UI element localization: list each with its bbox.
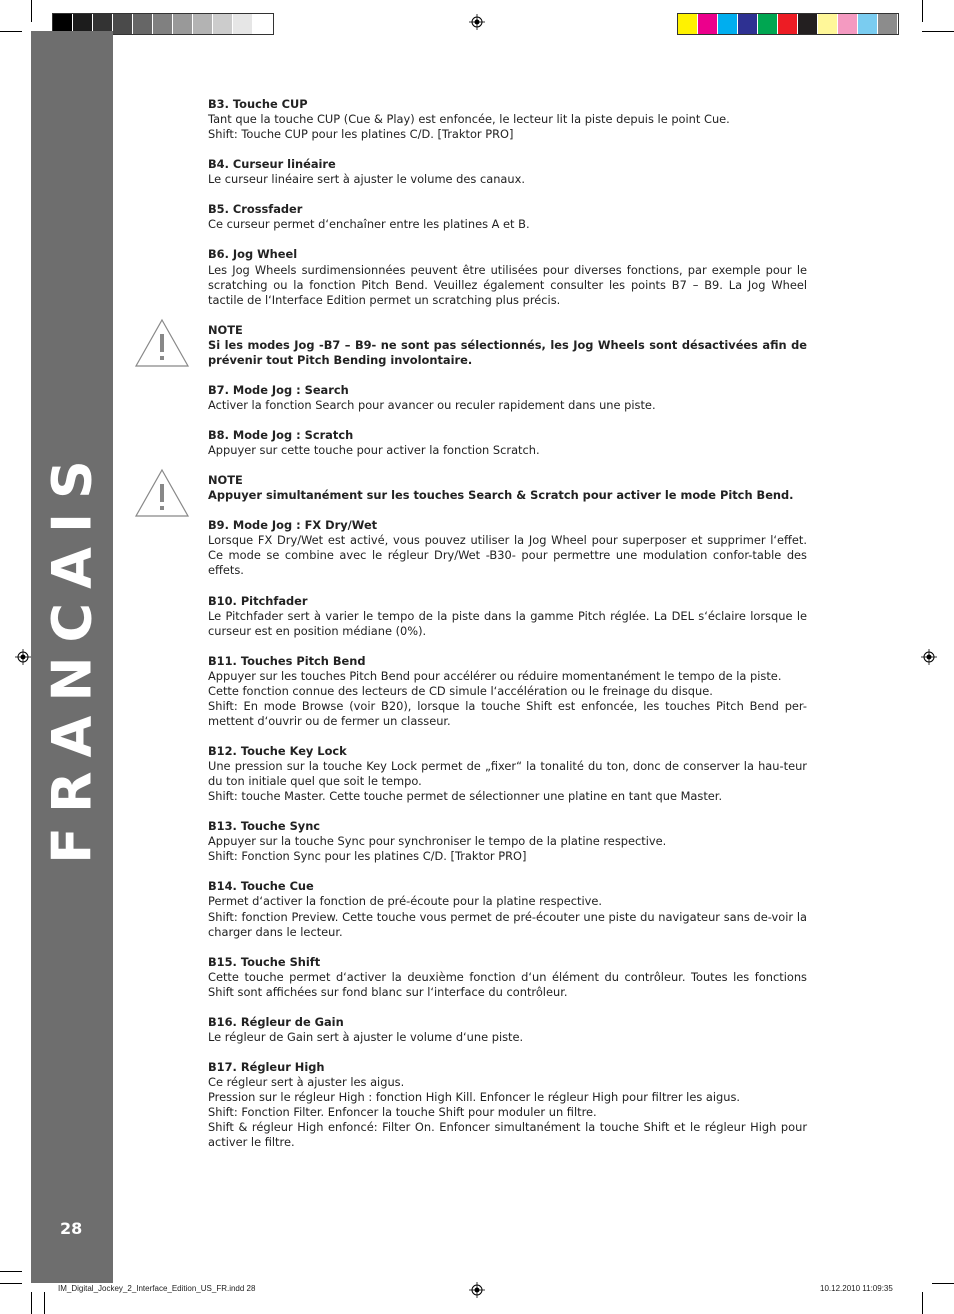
manual-section [208, 594, 807, 639]
section-text: Shift: fonction Preview. Cette touche vous permet de pré-écouter une piste du navigateur sans de-voir la charger dans le lecteur. [208, 909, 807, 939]
manual-section [208, 744, 807, 804]
manual-section [208, 428, 807, 458]
section-title: B10. Pitchfader [208, 593, 308, 608]
color-swatch [233, 14, 253, 34]
slug-datetime: 10.12.2010 11:09:35 [820, 1284, 893, 1293]
section-text: Appuyer sur la touche Sync pour synchroniser le tempo de la platine respective. [208, 834, 667, 849]
crop-mark [0, 1283, 22, 1284]
color-swatch [698, 14, 718, 34]
color-swatch [758, 14, 778, 34]
color-swatch [213, 14, 233, 34]
section-text: Tant que la touche CUP (Cue & Play) est enfoncée, le lecteur lit la piste depuis le point Cue. [208, 112, 730, 127]
section-title: B12. Touche Key Lock [208, 744, 347, 759]
registration-mark-icon [469, 14, 485, 30]
color-swatch [718, 14, 738, 34]
color-swatch [173, 14, 193, 34]
color-swatch [878, 14, 898, 34]
manual-section [208, 1060, 807, 1150]
section-text: Shift: En mode Browse (voir B20), lorsque la touche Shift est enfoncée, les touches Pitch Bend per-mettent d‘ouvrir ou de fermer un classeur. [208, 698, 807, 728]
crop-mark [0, 1271, 22, 1272]
note-title: NOTE [208, 322, 243, 337]
section-text: Shift: Fonction Filter. Enfoncer la touche Shift pour moduler un filtre. [208, 1105, 597, 1120]
section-title: B5. Crossfader [208, 202, 303, 217]
crop-mark [922, 1292, 923, 1314]
manual-section [208, 654, 807, 729]
section-text: Ce curseur permet d‘enchaîner entre les platines A et B. [208, 217, 530, 232]
section-title: B4. Curseur linéaire [208, 157, 336, 172]
color-swatch [798, 14, 818, 34]
color-swatch [858, 14, 878, 34]
color-calibration-bar [677, 13, 899, 35]
crop-mark [932, 1283, 954, 1284]
section-title: B3. Touche CUP [208, 97, 308, 111]
note-section [208, 323, 807, 368]
manual-section [208, 518, 807, 578]
manual-section [208, 955, 807, 1000]
crop-mark [922, 31, 954, 32]
section-text: Ce régleur sert à ajuster les aigus. [208, 1075, 405, 1090]
section-title: B8. Mode Jog : Scratch [208, 428, 354, 443]
section-text: Shift & régleur High enfoncé: Filter On. Enfoncer simultanément la touche Shift et le régleur High pour activer le filtre. [208, 1120, 807, 1150]
manual-section [208, 97, 807, 142]
warning-triangle-icon [134, 468, 190, 518]
section-text: Cette touche permet d‘activer la deuxième fonction d‘un élément du contrôleur. Toutes les fonctions Shift sont affichées sur fond blanc sur l‘interface du contrôleur. [208, 969, 807, 999]
section-text: Activer la fonction Search pour avancer ou reculer rapidement dans une piste. [208, 397, 656, 412]
section-text: Appuyer sur les touches Pitch Bend pour accélérer ou réduire momentanément le tempo de la piste. [208, 668, 782, 683]
section-text: Lorsque FX Dry/Wet est activé, vous pouvez utiliser la Jog Wheel pour superposer et supprimer l‘effet. Ce mode se combine avec le régleur Dry/Wet -B30- pour permettre une modulation confor-table des effets. [208, 533, 807, 578]
color-swatch [253, 14, 273, 34]
section-text: Cette fonction connue des lecteurs de CD simule l‘accélération ou le freinage du disque. [208, 683, 713, 698]
section-title: B9. Mode Jog : FX Dry/Wet [208, 518, 378, 533]
registration-mark-icon [469, 1282, 485, 1298]
registration-mark-icon [15, 649, 31, 665]
slug-filename: IM_Digital_Jockey_2_Interface_Edition_US_FR.indd 28 [58, 1284, 256, 1293]
manual-section [208, 879, 807, 939]
warning-triangle-icon [134, 318, 190, 368]
section-text: Une pression sur la touche Key Lock permet de „fixer“ la tonalité du ton, donc de conserver la hau-teur du ton initiale quel que soit le tempo. [208, 759, 807, 789]
section-title: B16. Régleur de Gain [208, 1014, 344, 1029]
color-swatch [193, 14, 213, 34]
color-swatch [678, 14, 698, 34]
section-text: Shift: Touche CUP pour les platines C/D. [Traktor PRO] [208, 127, 514, 142]
section-title: B13. Touche Sync [208, 819, 321, 834]
color-swatch [778, 14, 798, 34]
section-text: Permet d‘activer la fonction de pré-écoute pour la platine respective. [208, 894, 602, 909]
crop-mark [44, 1292, 45, 1314]
manual-section [208, 1015, 807, 1045]
section-text: Les Jog Wheels surdimensionnées peuvent être utilisées pour diverses fonctions, par exemple pour le scratching ou la fonction Pitch Bend. Veuillez également consulter les points B7 – B9. La Jog Wheel tactile de l‘Interface Edition permet un scratching plus précis. [208, 262, 807, 307]
manual-content [208, 97, 807, 1165]
section-text: Si les modes Jog -B7 – B9- ne sont pas sélectionnés, les Jog Wheels sont désactivées afin de prévenir tout Pitch Bending involontaire. [208, 337, 807, 367]
color-swatch [738, 14, 758, 34]
crop-mark [31, 0, 32, 22]
manual-section [208, 383, 807, 413]
language-title: FRANCAIS [40, 446, 104, 864]
note-title: NOTE [208, 473, 243, 488]
section-text: Le régleur de Gain sert à ajuster le volume d‘une piste. [208, 1029, 524, 1044]
section-title: B17. Régleur High [208, 1060, 325, 1074]
color-swatch [153, 14, 173, 34]
section-title: B7. Mode Jog : Search [208, 382, 349, 397]
page-number: 28 [60, 1219, 83, 1238]
section-text: Pression sur le régleur High : fonction High Kill. Enfoncer le régleur High pour filtrer les aigus. [208, 1090, 741, 1105]
color-swatch [133, 14, 153, 34]
crop-mark [31, 1292, 32, 1314]
section-text: Le curseur linéaire sert à ajuster le volume des canaux. [208, 172, 525, 187]
crop-mark [0, 31, 22, 32]
color-swatch [838, 14, 858, 34]
section-text: Appuyer simultanément sur les touches Search & Scratch pour activer le mode Pitch Bend. [208, 488, 794, 503]
section-title: B14. Touche Cue [208, 879, 314, 894]
manual-section [208, 247, 807, 307]
note-section [208, 473, 807, 503]
section-text: Shift: touche Master. Cette touche permet de sélectionner une platine en tant que Master. [208, 789, 723, 804]
manual-section [208, 819, 807, 864]
section-text: Shift: Fonction Sync pour les platines C/D. [Traktor PRO] [208, 849, 527, 864]
color-swatch [818, 14, 838, 34]
section-text: Le Pitchfader sert à varier le tempo de la piste dans la gamme Pitch réglée. La DEL s‘éclaire lorsque le curseur est en position médiane (0%). [208, 608, 807, 638]
registration-mark-icon [921, 649, 937, 665]
section-title: B15. Touche Shift [208, 954, 321, 969]
section-title: B6. Jog Wheel [208, 247, 298, 262]
crop-mark [922, 0, 923, 22]
manual-section [208, 202, 807, 232]
section-text: Appuyer sur cette touche pour activer la fonction Scratch. [208, 443, 540, 458]
section-title: B11. Touches Pitch Bend [208, 653, 366, 668]
color-swatch [113, 14, 133, 34]
manual-section [208, 157, 807, 187]
